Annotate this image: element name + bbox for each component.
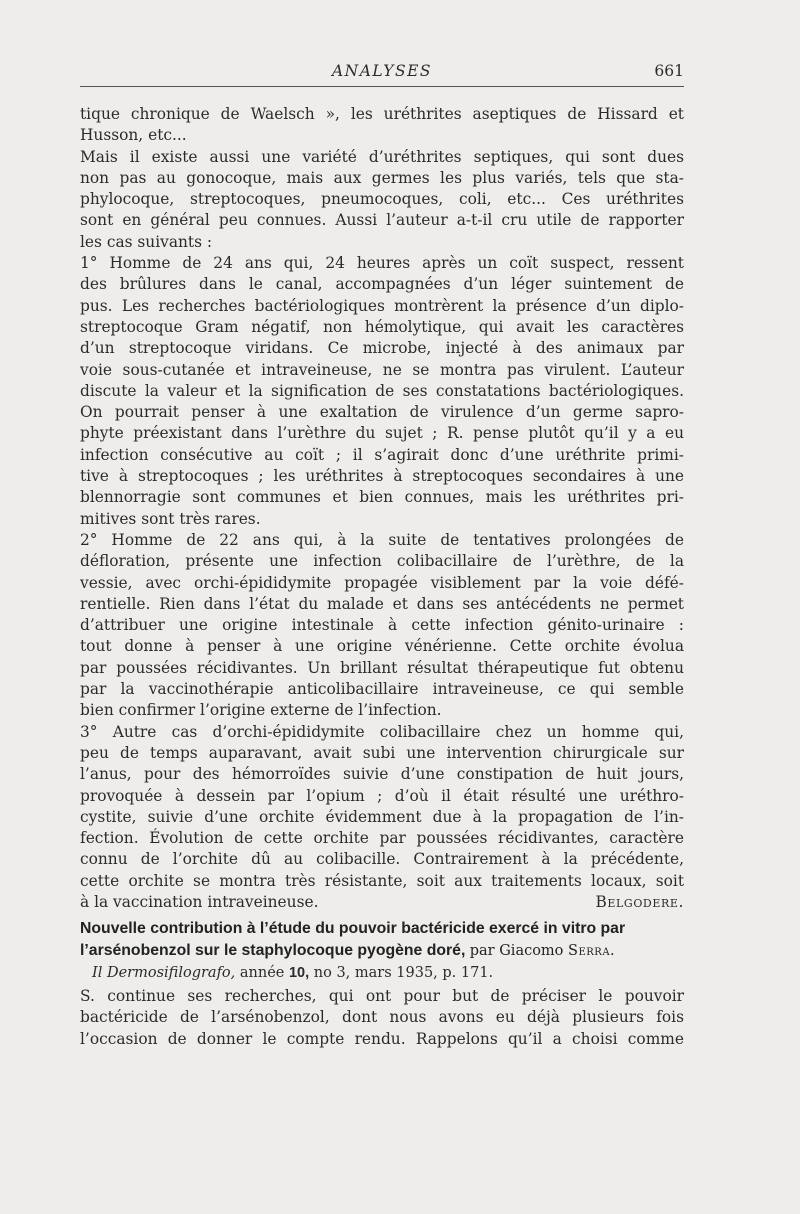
abstract-body (80, 986, 684, 1050)
text-line: bactéricide de l’arsénobenzol, dont nous avons eu déjà plusieurs fois (80, 1008, 684, 1027)
text-line: des brûlures dans le canal, accompagnées d’un léger suintement de (80, 275, 684, 294)
text-line: rentielle. Rien dans l’état du malade et dans ses antécédents ne permet (80, 594, 684, 613)
text-line: S. continue ses recherches, qui ont pour but de préciser le pouvoir (80, 987, 684, 1005)
text-line: d’un streptocoque viridans. Ce microbe, injecté à des animaux par (80, 339, 684, 358)
author-prefix: par Giacomo (469, 943, 564, 959)
text-line: non pas au gonocoque, mais aux germes les plus variés, tels que sta- (80, 168, 684, 187)
text-line: cette orchite se montra très résistante, soit aux traitements locaux, soit (80, 871, 684, 890)
text-line: Mais il existe aussi une variété d’uréthrites septiques, qui sont dues (80, 147, 684, 166)
text-line: les cas suivants : (80, 232, 213, 251)
reviewer-signature: Belgodere. (595, 892, 684, 911)
article-title-line-2 (80, 940, 684, 962)
text-line: peu de temps auparavant, avait subi une intervention chirurgicale sur (80, 743, 684, 762)
text-line: infection consécutive au coït ; il s’agirait donc d’une uréthrite primi- (80, 445, 684, 464)
text-line: tive à streptocoques ; les uréthrites à streptocoques secondaires à une (80, 467, 684, 486)
text-line: sont en général peu connues. Aussi l’auteur a-t-il cru utile de rapporter (80, 211, 684, 230)
article-title-line-1: Nouvelle contribution à l’étude du pouvoir bactéricide exercé in vitro par (80, 920, 626, 937)
text-line: bien confirmer l’origine externe de l’infection. (80, 701, 442, 720)
text-line: l’anus, pour des hémorroïdes suivie d’une constipation de huit jours, (80, 765, 684, 784)
article-heading (80, 918, 684, 984)
author-credit (470, 943, 615, 959)
text-line: pus. Les recherches bactériologiques montrèrent la présence d’un diplo- (80, 296, 684, 315)
journal-name: Il Dermosifilografo, (92, 965, 236, 981)
text-line: tique chronique de Waelsch », les uréthrites aseptiques de Hissard et (80, 105, 684, 123)
running-head: ANALYSES (331, 62, 433, 80)
text-line: d’attribuer une origine intestinale à cette infection génito-urinaire : (80, 616, 684, 635)
closing-text: à la vaccination intraveineuse. (80, 892, 319, 911)
author-surname: Serra. (568, 943, 616, 959)
text-line: l’occasion de donner le compte rendu. Rappelons qu’il a choisi comme (80, 1029, 684, 1048)
text-line: 1° Homme de 24 ans qui, 24 heures après un coït suspect, ressent (80, 254, 684, 273)
text-line: Husson, etc... (80, 126, 187, 145)
text-line: connu de l’orchite dû au colibacille. Contrairement à la précédente, (80, 850, 684, 869)
article-title-text: l’arsénobenzol sur le staphylocoque pyogène doré, (80, 942, 466, 959)
text-line: blennorragie sont communes et bien connues, mais les uréthrites pri- (80, 488, 684, 507)
volume-number: 10, (288, 965, 310, 981)
closing-line (80, 892, 684, 913)
text-line: par la vaccinothérapie anticolibacillaire intraveineuse, ce qui semble (80, 680, 684, 699)
text-line: fection. Évolution de cette orchite par poussées récidivantes, caractère (80, 829, 684, 848)
text-line: vessie, avec orchi-épididymite propagée visiblement par la voie défé- (80, 573, 684, 592)
year-label: année (239, 965, 285, 981)
text-line: mitives sont très rares. (80, 509, 261, 528)
text-line: phylocoque, streptocoques, pneumocoques, coli, etc... Ces uréthrites (80, 190, 684, 209)
review-body (80, 104, 684, 913)
article-source (80, 962, 684, 984)
text-line: On pourrait penser à une exaltation de virulence d’un germe sapro- (80, 403, 684, 422)
text-line: phyte préexistant dans l’urèthre du sujet ; R. pense plutôt qu’il y a eu (80, 424, 684, 443)
text-line: discute la valeur et la signification de ses constatations bactériologiques. (80, 381, 684, 400)
page-header (80, 60, 684, 87)
text-line: 2° Homme de 22 ans qui, à la suite de tentatives prolongées de (80, 530, 684, 549)
text-line: tout donne à penser à une origine vénérienne. Cette orchite évolua (80, 637, 684, 656)
issue-details: no 3, mars 1935, p. 171. (313, 965, 494, 981)
page-number: 661 (654, 62, 684, 80)
text-line: voie sous-cutanée et intraveineuse, ne se montra pas virulent. L’auteur (80, 360, 684, 379)
text-line: cystite, suivie d’une orchite évidemment due à la propagation de l’in- (80, 807, 684, 826)
text-line: par poussées récidivantes. Un brillant résultat thérapeutique fut obtenu (80, 658, 684, 677)
text-line: streptocoque Gram négatif, non hémolytique, qui avait les caractères (80, 317, 684, 336)
text-line: 3° Autre cas d’orchi-épididymite colibacillaire chez un homme qui, (80, 722, 684, 741)
text-line: défloration, présente une infection colibacillaire de l’urèthre, de la (80, 552, 684, 571)
text-line: provoquée à dessein par l’opium ; d’où il était résulté une uréthro- (80, 786, 684, 805)
